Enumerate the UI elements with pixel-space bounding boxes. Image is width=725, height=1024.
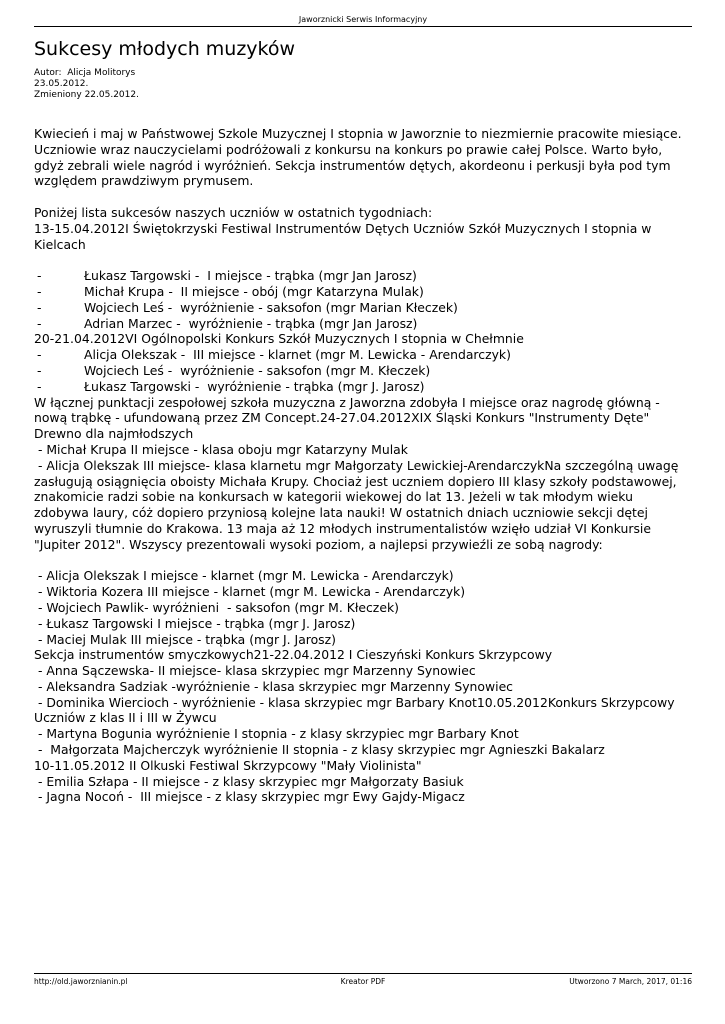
- text-line: Drewno dla najmłodszych: [34, 426, 194, 442]
- list-item-text: Wojciech Leś - wyróżnienie - saksofon (mgr M. Kłeczek): [84, 362, 431, 378]
- article-modified: Zmieniony 22.05.2012.: [34, 90, 139, 100]
- text-line: względem prawdziwym prymusem.: [34, 173, 254, 189]
- spacer: [34, 553, 696, 569]
- text-line: "Jupiter 2012". Wszyscy prezentowali wysoki poziom, a najlepsi przywieźli ze sobą nagrody:: [34, 536, 603, 552]
- text-line: Kwiecień i maj w Państwowej Szkole Muzycznej I stopnia w Jaworznie to niezmiernie pracowite miesiące.: [34, 126, 682, 141]
- list-item: [34, 379, 696, 395]
- text-line: - Anna Sączewska- II miejsce- klasa skrzypiec mgr Marzenny Synowiec: [34, 663, 476, 679]
- text-line: - Aleksandra Sadziak -wyróżnienie - klasa skrzypiec mgr Marzenny Synowiec: [34, 678, 513, 694]
- list-dash: -: [37, 283, 42, 299]
- list-item: [34, 268, 696, 284]
- list-item: [34, 300, 696, 316]
- list-dash: -: [37, 362, 42, 378]
- text-line: 10-11.05.2012 II Olkuski Festiwal Skrzypcowy "Mały Violinista": [34, 757, 422, 773]
- text-line: - Łukasz Targowski I miejsce - trąbka (mgr J. Jarosz): [34, 615, 356, 631]
- footer-url: http://old.jaworznianin.pl: [34, 977, 128, 986]
- text-line: - Wiktoria Kozera III miejsce - klarnet (mgr M. Lewicka - Arendarczyk): [34, 584, 466, 600]
- list-item: [34, 363, 696, 379]
- text-line: - Jagna Nocoń - III miejsce - z klasy skrzypiec mgr Ewy Gajdy-Migacz: [34, 789, 465, 805]
- page-header: [34, 15, 692, 27]
- text-line: znakomicie radzi sobie na konkursach w kategorii wiekowej do lat 13. Jeżeli w tak młodym wieku: [34, 489, 633, 505]
- text-line: - Alicja Olekszak I miejsce - klarnet (mgr M. Lewicka - Arendarczyk): [34, 568, 454, 584]
- text-line: - Michał Krupa II miejsce - klasa oboju mgr Katarzyny Mulak: [34, 441, 408, 457]
- text-line: wyruszyli tłumnie do Krakowa. 13 maja aż 12 młodych instrumentalistów wzięło udział VI Konkursie: [34, 520, 652, 536]
- list-item-text: Łukasz Targowski - wyróżnienie - trąbka (mgr J. Jarosz): [84, 378, 425, 394]
- list-dash: -: [37, 268, 42, 284]
- page-footer: [34, 973, 692, 986]
- article-title: Sukcesy młodych muzyków: [34, 38, 296, 60]
- article-author: Autor: Alicja Molitorys: [34, 68, 136, 78]
- article-meta: [34, 68, 139, 101]
- text-line: Uczniów z klas II i III w Żywcu: [34, 710, 217, 726]
- list-dash: -: [37, 378, 42, 394]
- footer-generator: Kreator PDF: [340, 977, 386, 986]
- text-line: - Małgorzata Majcherczyk wyróżnienie II stopnia - z klasy skrzypiec mgr Agnieszki Bakalarz: [34, 742, 605, 758]
- text-line: Sekcja instrumentów smyczkowych21-22.04.2012 I Cieszyński Konkurs Skrzypcowy: [34, 647, 553, 663]
- list-item-text: Adrian Marzec - wyróżnienie - trąbka (mgr Jan Jarosz): [84, 315, 418, 331]
- text-line: - Emilia Szłapa - II miejsce - z klasy skrzypiec mgr Małgorzaty Basiuk: [34, 773, 464, 789]
- text-line: - Wojciech Pawlik- wyróżnieni - saksofon (mgr M. Kłeczek): [34, 599, 399, 615]
- text-line: 13-15.04.2012I Świętokrzyski Festiwal Instrumentów Dętych Uczniów Szkół Muzycznych I stopnia w: [34, 220, 652, 236]
- text-line: - Martyna Bogunia wyróżnienie I stopnia - z klasy skrzypiec mgr Barbary Knot: [34, 726, 519, 742]
- list-item-text: Alicja Olekszak - III miejsce - klarnet (mgr M. Lewicka - Arendarczyk): [84, 347, 511, 363]
- article-date: 23.05.2012.: [34, 79, 89, 89]
- list-item: [34, 347, 696, 363]
- text-line: Uczniowie wraz nauczycielami podróżowali z konkursu na konkurs po prawie całej Polsce. Warto było,: [34, 141, 663, 157]
- list-dash: -: [37, 315, 42, 331]
- text-line: gdyż zebrali wiele nagród i wyróżnień. Sekcja instrumentów dętych, akordeonu i perkusji była pod tym: [34, 157, 671, 173]
- list-item-text: Wojciech Leś - wyróżnienie - saksofon (mgr Marian Kłeczek): [84, 299, 458, 315]
- text-line: - Alicja Olekszak III miejsce- klasa klarnetu mgr Małgorzaty Lewickiej-ArendarczykNa szczególną uwagę: [34, 457, 679, 473]
- text-line: zdobywa laury, cóż dopiero przyniosą kolejne lata nauki! W ostatnich dniach uczniowie sekcji dętej: [34, 505, 648, 521]
- text-line: zasługują osiągnięcia oboisty Michała Krupy. Chociaż jest uczniem dopiero III klasy szkoły podstawowej,: [34, 473, 677, 489]
- intro-paragraph: [34, 126, 696, 189]
- text-line: W łącznej punktacji zespołowej szkoła muzyczna z Jaworzna zdobyła I miejsce oraz nagrodę główną -: [34, 394, 660, 410]
- text-line: - Maciej Mulak III miejsce - trąbka (mgr J. Jarosz): [34, 631, 336, 647]
- spacer: [34, 252, 696, 268]
- article-body: [34, 126, 696, 805]
- list-dash: -: [37, 299, 42, 315]
- list-item: [34, 284, 696, 300]
- text-line: Kielcach: [34, 236, 86, 252]
- list-item-text: Michał Krupa - II miejsce - obój (mgr Katarzyna Mulak): [84, 283, 424, 299]
- list-dash: -: [37, 347, 42, 363]
- list-item: [34, 316, 696, 332]
- text-line: Poniżej lista sukcesów naszych uczniów w ostatnich tygodniach:: [34, 204, 433, 220]
- list-item-text: Łukasz Targowski - I miejsce - trąbka (mgr Jan Jarosz): [84, 268, 417, 284]
- section-heading: 20-21.04.2012VI Ogólnopolski Konkurs Szkół Muzycznych I stopnia w Chełmnie: [34, 331, 524, 347]
- site-name: Jaworznicki Serwis Informacyjny: [298, 15, 428, 24]
- text-line: - Dominika Wiercioch - wyróżnienie - klasa skrzypiec mgr Barbary Knot10.05.2012Konkurs Skrzypcowy: [34, 694, 675, 710]
- footer-created: Utworzono 7 March, 2017, 01:16: [569, 977, 692, 986]
- text-line: nową trąbkę - ufundowaną przez ZM Concept.24-27.04.2012XIX Śląski Konkurs "Instrumenty Dęte": [34, 410, 650, 426]
